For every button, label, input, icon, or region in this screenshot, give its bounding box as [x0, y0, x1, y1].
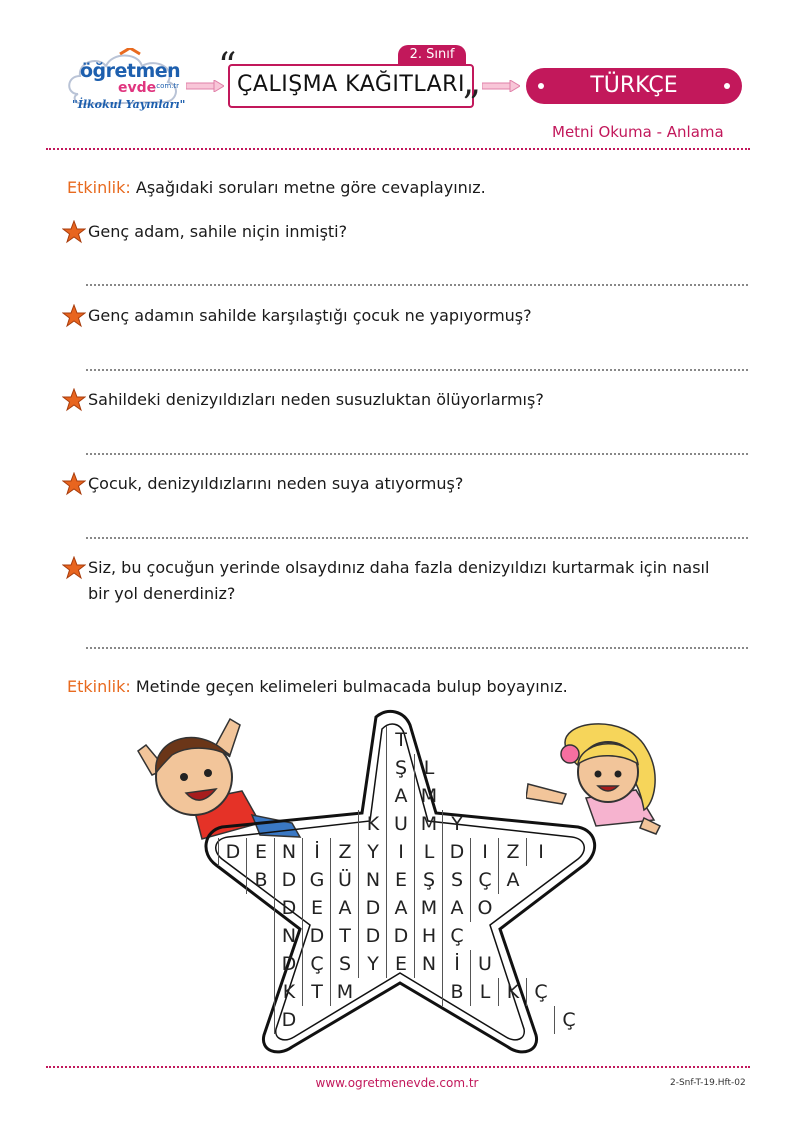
activity-2-heading: [67, 677, 568, 696]
question-5: [62, 555, 732, 607]
grid-cell[interactable]: T: [386, 726, 415, 754]
grid-cell[interactable]: N: [414, 950, 443, 978]
answer-line[interactable]: [86, 284, 748, 286]
grid-cell[interactable]: [358, 1006, 386, 1034]
grid-cell[interactable]: K: [358, 810, 387, 838]
grid-cell[interactable]: T: [302, 978, 331, 1006]
grid-cell[interactable]: D: [274, 894, 303, 922]
grid-cell[interactable]: M: [414, 894, 443, 922]
grid-cell[interactable]: Y: [442, 810, 471, 838]
arrow-right-icon: [482, 80, 520, 92]
grid-cell[interactable]: Ü: [330, 866, 359, 894]
grid-cell[interactable]: N: [274, 838, 303, 866]
logo-brand-top: öğretmen: [80, 60, 181, 82]
grid-cell[interactable]: U: [470, 950, 499, 978]
grid-cell[interactable]: E: [386, 866, 415, 894]
grid-cell[interactable]: L: [470, 978, 499, 1006]
question-text: Genç adamın sahilde karşılaştığı çocuk ne yapıyormuş?: [88, 306, 532, 325]
grid-cell[interactable]: D: [358, 894, 387, 922]
grid-cell[interactable]: İ: [442, 950, 471, 978]
grid-cell[interactable]: Ş: [414, 866, 443, 894]
grid-cell[interactable]: T: [330, 922, 359, 950]
grid-cell[interactable]: Ç: [554, 1006, 583, 1034]
logo-tagline: "İlkokul Yayınları": [72, 98, 186, 111]
activity-instruction: Aşağıdaki soruları metne göre cevaplayınız.: [135, 178, 486, 197]
grid-cell[interactable]: İ: [302, 838, 331, 866]
answer-line[interactable]: [86, 369, 748, 371]
grid-cell[interactable]: D: [358, 922, 387, 950]
grid-cell[interactable]: K: [274, 978, 303, 1006]
question-2: [62, 303, 742, 329]
grid-cell[interactable]: K: [498, 978, 527, 1006]
grid-cell[interactable]: A: [330, 894, 359, 922]
subject-badge: TÜRKÇE: [526, 68, 742, 104]
question-text: Sahildeki denizyıldızları neden susuzluktan ölüyorlarmış?: [88, 390, 544, 409]
grid-cell[interactable]: B: [442, 978, 471, 1006]
star-bullet-icon: [62, 556, 86, 580]
grid-cell[interactable]: S: [442, 866, 471, 894]
grid-cell[interactable]: [302, 1006, 330, 1034]
question-text: Genç adam, sahile niçin inmişti?: [88, 222, 348, 241]
grid-cell[interactable]: A: [442, 894, 471, 922]
grid-cell[interactable]: [498, 1006, 526, 1034]
activity-label: Etkinlik:: [67, 677, 131, 696]
grid-cell[interactable]: N: [274, 922, 303, 950]
grid-cell[interactable]: L: [414, 838, 443, 866]
bullet-dot-icon: [538, 83, 544, 89]
grid-cell[interactable]: M: [414, 810, 443, 838]
grid-cell[interactable]: Z: [498, 838, 527, 866]
activity-instruction: Metinde geçen kelimeleri bulmacada bulup boyayınız.: [135, 677, 568, 696]
grade-badge: 2. Sınıf: [398, 45, 466, 65]
grid-cell[interactable]: S: [330, 950, 359, 978]
logo-brand-bottom: evde: [118, 80, 157, 96]
grid-cell[interactable]: Ç: [442, 922, 471, 950]
star-bullet-icon: [62, 472, 86, 496]
grid-cell[interactable]: G: [302, 866, 331, 894]
grid-cell[interactable]: U: [386, 810, 415, 838]
grid-cell[interactable]: Z: [330, 838, 359, 866]
grid-cell[interactable]: I: [526, 838, 555, 866]
grid-cell[interactable]: Ç: [302, 950, 331, 978]
grid-cell[interactable]: Ç: [526, 978, 555, 1006]
grid-cell[interactable]: Ç: [470, 866, 499, 894]
grid-cell[interactable]: B: [246, 866, 275, 894]
grid-cell[interactable]: D: [386, 922, 415, 950]
topic-label: Metni Okuma - Anlama: [552, 123, 724, 141]
grid-cell[interactable]: E: [386, 950, 415, 978]
grid-cell[interactable]: [386, 978, 414, 1006]
star-bullet-icon: [62, 220, 86, 244]
grid-cell[interactable]: Ş: [386, 754, 415, 782]
answer-line[interactable]: [86, 647, 748, 649]
grid-cell[interactable]: [386, 1006, 414, 1034]
grid-cell[interactable]: O: [470, 894, 499, 922]
grid-cell[interactable]: A: [498, 866, 527, 894]
grid-cell[interactable]: [526, 1006, 554, 1034]
grid-cell[interactable]: D: [274, 1006, 303, 1034]
bullet-dot-icon: [724, 83, 730, 89]
grid-cell[interactable]: M: [330, 978, 359, 1006]
footer-code: 2-Snf-T-19.Hft-02: [670, 1078, 746, 1088]
question-3: [62, 387, 742, 413]
answer-line[interactable]: [86, 453, 748, 455]
question-1: [62, 219, 742, 245]
question-text: Çocuk, denizyıldızlarını neden suya atıyormuş?: [88, 474, 464, 493]
quote-open-icon: “: [218, 46, 237, 87]
grid-cell[interactable]: A: [386, 894, 415, 922]
grid-cell[interactable]: Y: [358, 950, 387, 978]
grid-cell[interactable]: D: [302, 922, 331, 950]
grid-cell[interactable]: I: [386, 838, 415, 866]
footer-divider: [46, 1066, 750, 1068]
logo-domain: .com.tr: [154, 82, 180, 90]
grid-cell[interactable]: I: [470, 838, 499, 866]
grid-cell[interactable]: L: [414, 754, 443, 782]
header-divider: [46, 148, 750, 150]
grid-cell[interactable]: D: [442, 838, 471, 866]
activity-label: Etkinlik:: [67, 178, 131, 197]
star-bullet-icon: [62, 388, 86, 412]
word-search-grid: [218, 726, 578, 1046]
quote-close-icon: ”: [462, 84, 481, 125]
page-title: ÇALIŞMA KAĞITLARI: [237, 72, 465, 97]
grid-cell[interactable]: [330, 1006, 358, 1034]
grid-cell[interactable]: A: [386, 782, 415, 810]
grid-cell[interactable]: D: [274, 866, 303, 894]
activity-1-heading: [67, 178, 486, 197]
question-text: Siz, bu çocuğun yerinde olsaydınız daha fazla denizyıldızı kurtarmak için nasıl bir yol denerdiniz?: [88, 558, 710, 603]
grid-cell[interactable]: H: [414, 922, 443, 950]
grid-cell[interactable]: [414, 978, 442, 1006]
grid-cell[interactable]: N: [358, 866, 387, 894]
star-bullet-icon: [62, 304, 86, 328]
grid-cell[interactable]: [358, 978, 386, 1006]
grid-cell[interactable]: M: [414, 782, 443, 810]
grid-cell[interactable]: Y: [358, 838, 387, 866]
footer-url[interactable]: www.ogretmenevde.com.tr: [315, 1076, 479, 1090]
grid-cell[interactable]: E: [246, 838, 275, 866]
answer-line[interactable]: [86, 537, 748, 539]
grid-cell[interactable]: [414, 1006, 442, 1034]
grid-cell[interactable]: D: [218, 838, 247, 866]
grid-cell[interactable]: [470, 1006, 498, 1034]
grid-cell[interactable]: E: [302, 894, 331, 922]
grid-cell[interactable]: [442, 1006, 470, 1034]
question-4: [62, 471, 742, 497]
grid-cell[interactable]: D: [274, 950, 303, 978]
